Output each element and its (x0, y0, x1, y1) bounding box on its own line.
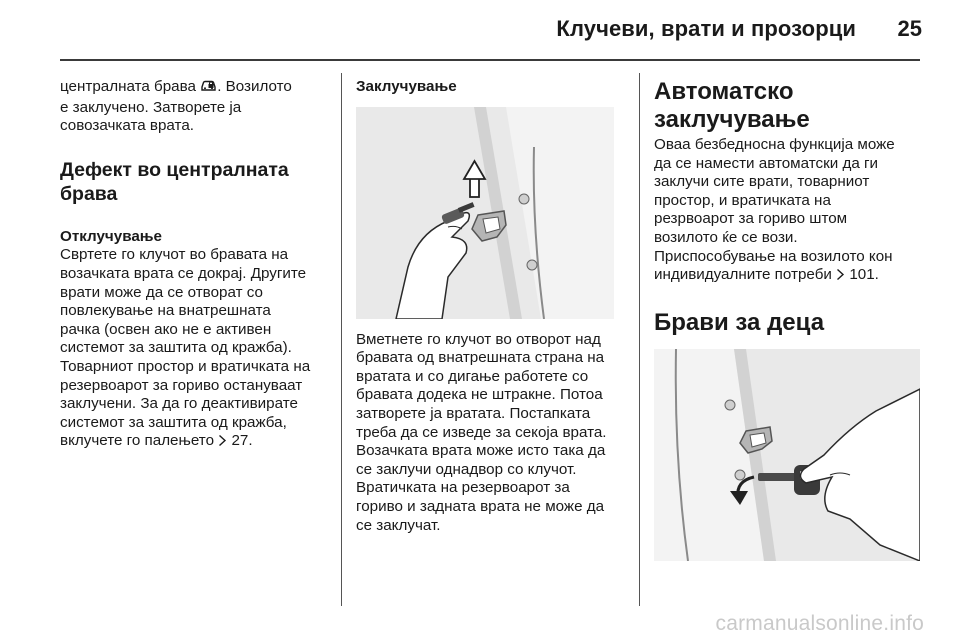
car-lock-icon (200, 78, 217, 99)
header-rule (60, 59, 920, 61)
child-lock-illustration (654, 349, 920, 561)
page-number: 25 (897, 16, 922, 41)
column-2 (356, 78, 628, 535)
section-heading-locking: Заклучување (356, 78, 457, 95)
intro-paragraph: централната брава . Возилото е заклучено. Затворете ја совозачката врата. (60, 78, 292, 135)
auto-lock-paragraph: Оваа безбедносна функција може да се намести автоматски да ги заклучи сите врати, товарниот простор, и вратичката на резрвоарот за гориво штом возилото ќе се вози. Приспособување на возилото кон индивидуалните потреби 101. (654, 136, 924, 287)
column-divider-2 (639, 73, 640, 606)
column-1 (60, 78, 330, 453)
locking-paragraph: Вметнете го клучот во отворот над бравата од внатрешната страна на вратата и со дигање работете со бравата додека не штракне. Потоа затворете ја вратата. Постапката треба да се изведе за секоја врата. Возачката врата може исто така да се заклучи однадвор со клучот. Вратичката на резервоарот за гориво и задната врата не може да се заклучат. (356, 330, 607, 534)
header-title: Клучеви, врати и прозорци (556, 16, 856, 41)
section-heading-child-locks: Брави за деца (654, 308, 825, 336)
subheading-unlocking: Отклучување (60, 227, 162, 245)
column-divider-1 (341, 73, 342, 606)
section-heading-central-lock-fault: Дефект во централната брава (60, 158, 289, 205)
column-3 (654, 78, 924, 561)
page-reference-arrow-icon[interactable] (836, 268, 845, 287)
unlocking-paragraph: Свртете го клучот во бравата на возачката врата се докрај. Другите врати може да се отворат со повлекување на внатрешната рачка (освен ако не е активен системот за заштита од кражба). Товарниот простор и вратичката на резервоарот за гориво остануваат заклучени. За да го деактивирате системот за заштита од кражба, вклучете го палењето 27. (60, 246, 330, 453)
watermark-text: carmanualsonline.info (715, 612, 924, 635)
door-lock-key-illustration (356, 107, 614, 319)
page-reference-arrow-icon[interactable] (218, 434, 227, 453)
section-heading-auto-lock: Автоматско заклучување (654, 78, 810, 133)
